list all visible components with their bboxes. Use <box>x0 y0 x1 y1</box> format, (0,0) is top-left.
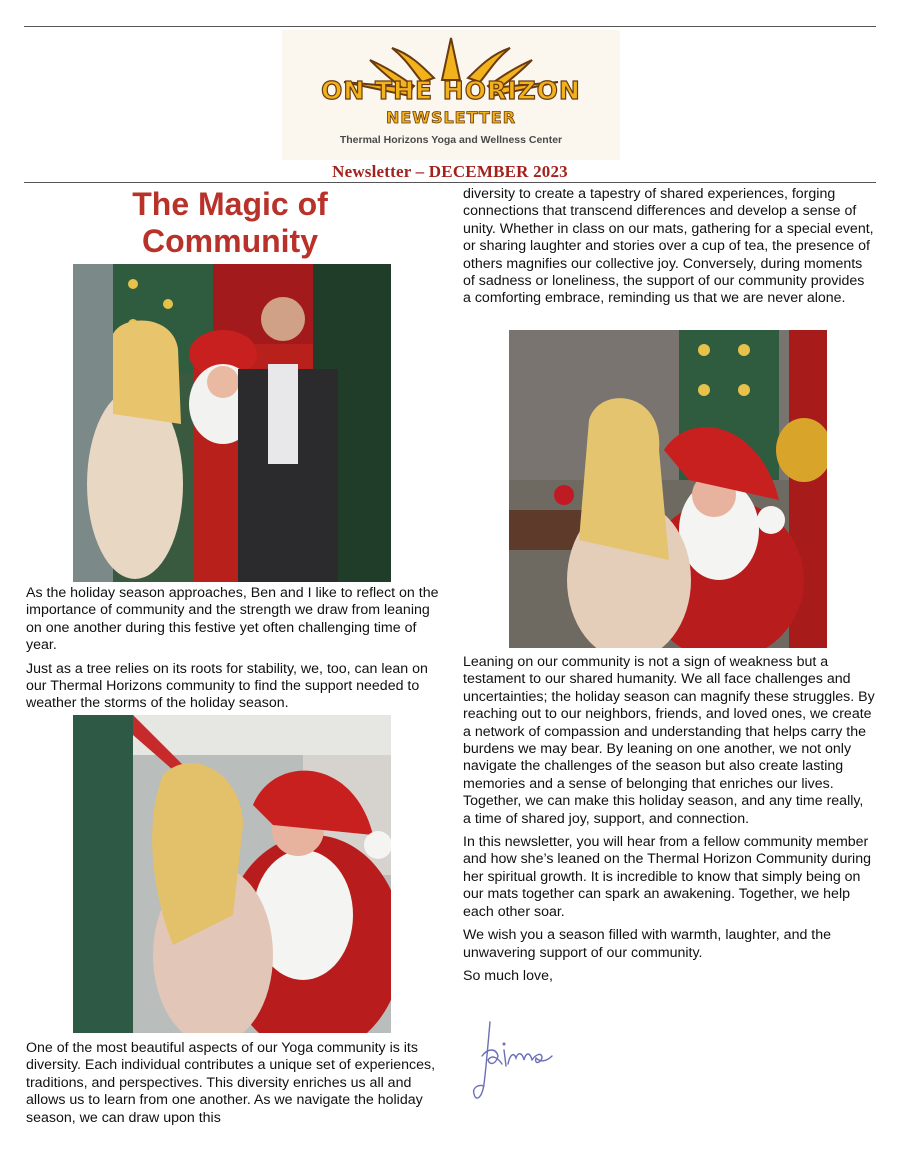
handwritten-signature <box>468 1014 564 1110</box>
newsletter-preview-paragraph: In this newsletter, you will hear from a fellow community member and how she’s leaned on the Thermal Horizon Community during her spiritual growth. It is incredible to know that simply being on our mats together can spark an awakening. Together, we help each other soar. <box>463 834 871 920</box>
logo-subtitle: NEWSLETTER <box>385 108 517 127</box>
photo-woman-kissing-santa <box>73 715 391 1033</box>
roots-paragraph: Just as a tree relies on its roots for stability, we, too, can lean on our Thermal Horizons community to find the support needed to weather the storms of the holiday season. <box>26 660 428 712</box>
right-column-top <box>463 186 875 308</box>
closing-line: So much love, <box>463 967 553 984</box>
left-column-top <box>26 585 444 713</box>
top-rule <box>24 26 876 27</box>
intro-paragraph: As the holiday season approaches, Ben and I like to reflect on the importance of community and the strength we draw from leaning on one another during this festive yet often challenging time of year. <box>26 585 439 654</box>
logo-title: ON THE HORIZON <box>321 76 581 105</box>
masthead-logo <box>282 30 620 160</box>
season-wish-paragraph: We wish you a season filled with warmth, laughter, and the unwavering support of our community. <box>463 927 832 961</box>
article-headline: The Magic of Community <box>132 186 328 259</box>
photo-woman-hugging-santa <box>509 330 827 648</box>
humanity-paragraph: Leaning on our community is not a sign of weakness but a testament to our shared humanity. We all face challenges and uncertainties; the holiday season can magnify these struggles. By reaching out to our neighbors, friends, and loved ones, we create a network of compassion and understanding that helps carry the burdens we may bear. By leaning on one another, we not only navigate the challenges of the season but also create lasting memories and a sense of belonging that enriches our lives. Together, we can make this holiday season, and any time really, a time of shared joy, support, and connection. <box>463 654 875 827</box>
header-rule <box>24 182 876 183</box>
issue-date-line: Newsletter – DECEMBER 2023 <box>332 162 568 181</box>
left-column-bottom <box>26 1040 444 1127</box>
logo-tagline: Thermal Horizons Yoga and Wellness Center <box>339 134 563 146</box>
unity-paragraph: diversity to create a tapestry of shared experiences, forging connections that transcend differences and develop a sense of unity. Whether in class on our mats, gathering for a special event, or sharing laughter and stories over a cup of tea, the presence of others magnifies our collective joy. Conversely, during moments of sadness or loneliness, the support of our community provides a comforting embrace, reminding us that we are never alone. <box>463 186 874 307</box>
diversity-paragraph: One of the most beautiful aspects of our Yoga community is its diversity. Each individual contributes a unique set of experiences, traditions, and perspectives. This diversity enriches us all and allows us to learn from one another. As we navigate the holiday season, we can draw upon this <box>26 1040 436 1126</box>
photo-couple-with-santa <box>73 264 391 582</box>
right-column-bottom <box>463 654 875 985</box>
